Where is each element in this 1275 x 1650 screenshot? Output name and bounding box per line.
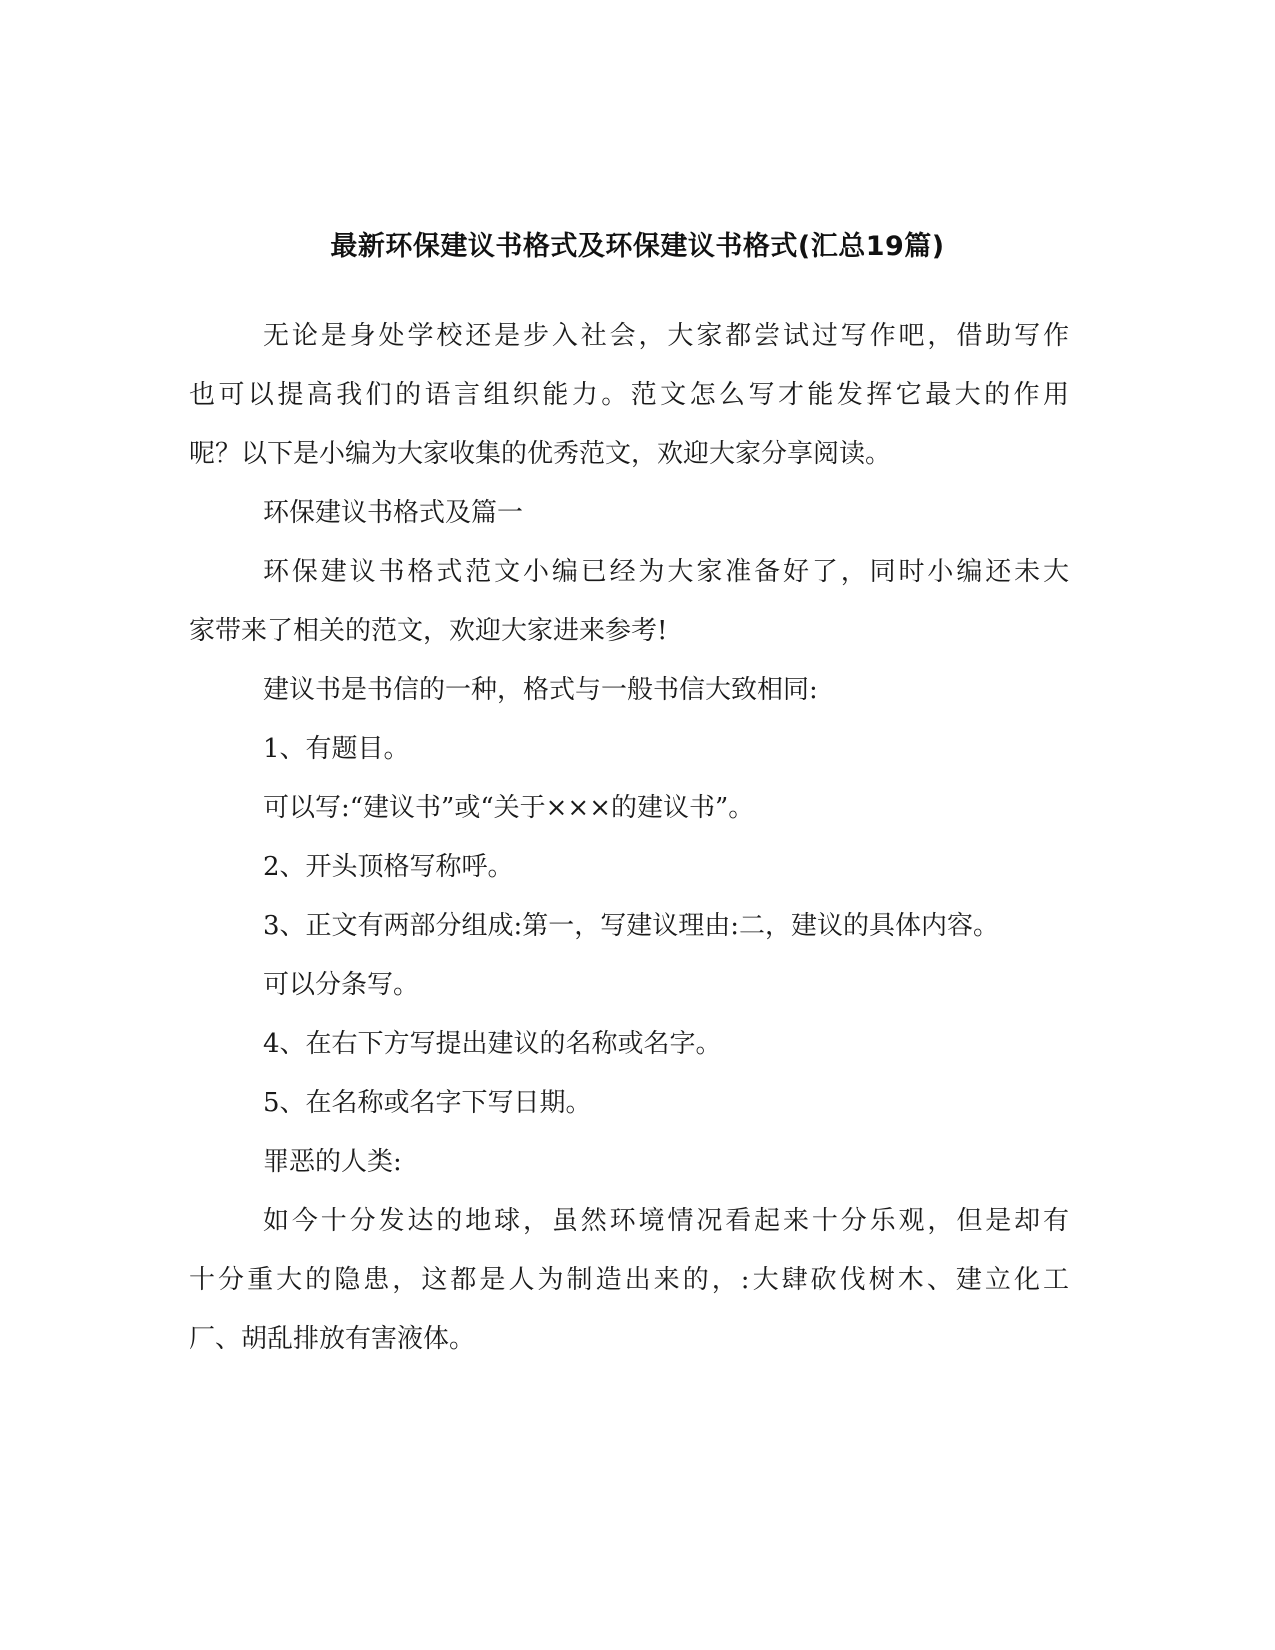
paragraph-line: 无论是身处学校还是步入社会，大家都尝试过写作吧，借助写作 <box>263 321 1069 351</box>
paragraph-line: 环保建议书格式范文小编已经为大家准备好了，同时小编还未大 <box>263 557 1069 587</box>
document-title: 最新环保建议书格式及环保建议书格式(汇总19篇) <box>330 231 945 263</box>
list-item: 2、开头顶格写称呼。 <box>263 852 514 882</box>
paragraph-line: 建议书是书信的一种，格式与一般书信大致相同: <box>263 675 818 705</box>
paragraph-line: 如今十分发达的地球，虽然环境情况看起来十分乐观，但是却有 <box>263 1206 1069 1236</box>
paragraph-line: 家带来了相关的范文，欢迎大家进来参考! <box>189 616 668 646</box>
paragraph-line: 可以写:“建议书”或“关于×××的建议书”。 <box>263 793 755 823</box>
paragraph-line: 厂、胡乱排放有害液体。 <box>189 1324 476 1354</box>
list-item: 1、有题目。 <box>263 734 410 764</box>
list-item: 3、正文有两部分组成:第一，写建议理由:二，建议的具体内容。 <box>263 911 1000 941</box>
salutation: 罪恶的人类: <box>263 1147 402 1177</box>
paragraph-line: 可以分条写。 <box>263 970 420 1000</box>
section-heading: 环保建议书格式及篇一 <box>263 498 524 528</box>
paragraph-line: 十分重大的隐患，这都是人为制造出来的，:大肆砍伐树木、建立化工 <box>189 1265 1069 1295</box>
list-item: 5、在名称或名字下写日期。 <box>263 1088 592 1118</box>
paragraph-line: 呢？以下是小编为大家收集的优秀范文，欢迎大家分享阅读。 <box>189 439 892 469</box>
paragraph-line: 也可以提高我们的语言组织能力。范文怎么写才能发挥它最大的作用 <box>189 380 1069 410</box>
list-item: 4、在右下方写提出建议的名称或名字。 <box>263 1029 722 1059</box>
